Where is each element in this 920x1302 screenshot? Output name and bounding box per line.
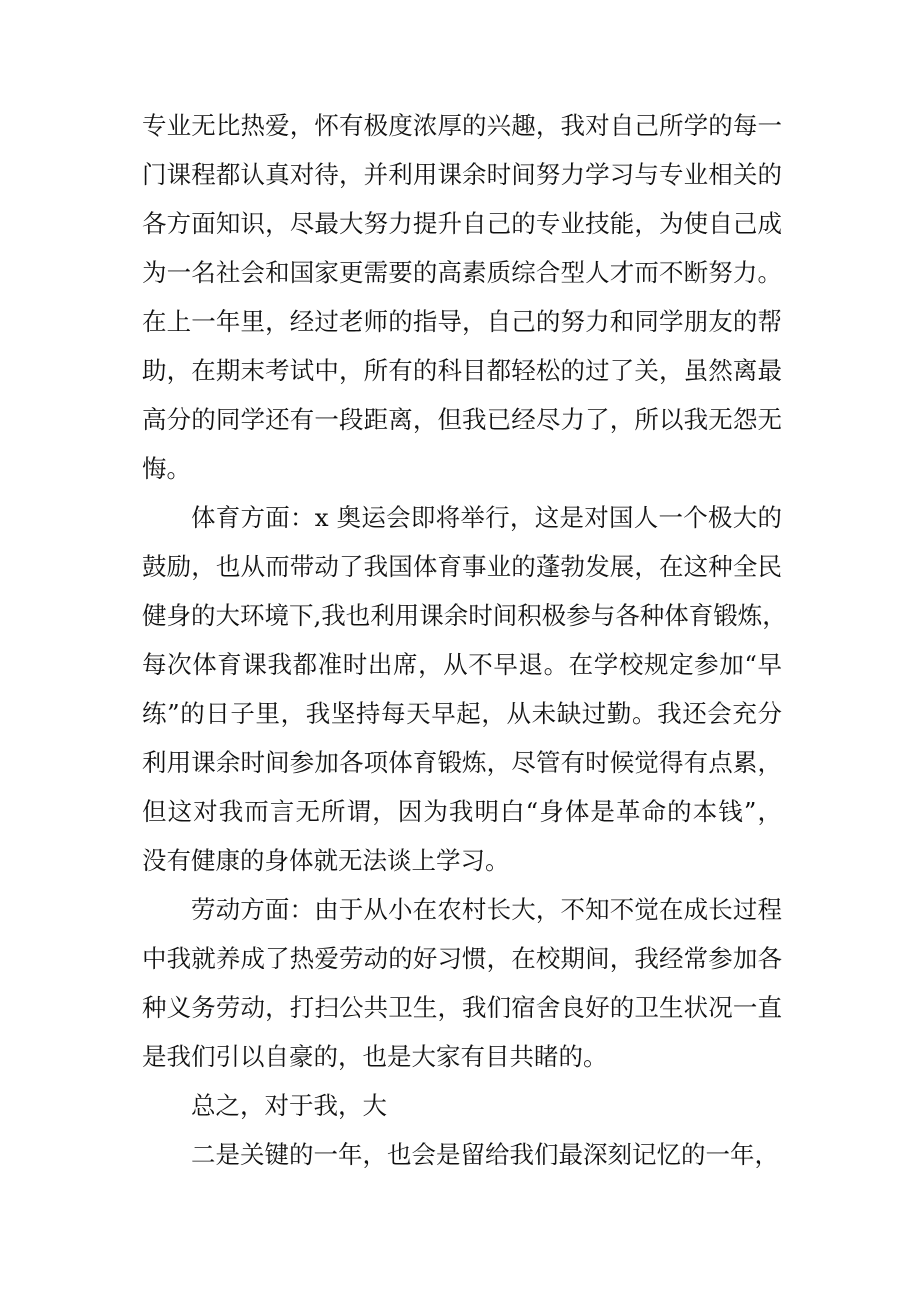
- text-line: 鼓励，也从而带动了我国体育事业的蓬勃发展，在这种全民: [142, 552, 782, 581]
- text-line: 劳动方面：由于从小在农村长大，不知不觉在成长过程: [191, 895, 782, 924]
- paragraph-study: [142, 101, 782, 493]
- text-line: 在上一年里，经过老师的指导，自己的努力和同学朋友的帮: [142, 307, 782, 336]
- text-line: 体育方面：x 奥运会即将举行，这是对国人一个极大的: [191, 503, 782, 532]
- text-line: 种义务劳动，打扫公共卫生，我们宿舍良好的卫生状况一直: [142, 993, 782, 1022]
- text-line: 二是关键的一年，也会是留给我们最深刻记忆的一年，: [191, 1140, 779, 1169]
- text-line: 高分的同学还有一段距离，但我已经尽力了，所以我无怨无: [142, 405, 782, 434]
- text-line: 悔。: [142, 454, 191, 483]
- text-line: 总之，对于我，大: [191, 1091, 387, 1120]
- paragraph-sports: [142, 493, 787, 885]
- text-line: 没有健康的身体就无法谈上学习。: [142, 846, 510, 875]
- text-line: 助，在期末考试中，所有的科目都轻松的过了关，虽然离最: [142, 356, 782, 385]
- document-body: [142, 101, 787, 1179]
- text-line: 利用课余时间参加各项体育锻炼，尽管有时候觉得有点累，: [142, 748, 782, 777]
- text-line: 专业无比热爱，怀有极度浓厚的兴趣，我对自己所学的每一: [142, 111, 782, 140]
- text-line: 门课程都认真对待，并利用课余时间努力学习与专业相关的: [142, 160, 782, 189]
- text-line: 中我就养成了热爱劳动的好习惯，在校期间，我经常参加各: [142, 944, 782, 973]
- text-line: 练”的日子里，我坚持每天早起，从未缺过勤。我还会充分: [142, 699, 782, 728]
- paragraph-summary: [142, 1081, 782, 1130]
- text-line: 为一名社会和国家更需要的高素质综合型人才而不断努力。: [142, 258, 782, 287]
- text-line: 是我们引以自豪的，也是大家有目共睹的。: [142, 1042, 608, 1071]
- text-line: 但这对我而言无所谓，因为我明白“身体是革命的本钱”，: [142, 797, 782, 826]
- text-line: 每次体育课我都准时出席，从不早退。在学校规定参加“早: [142, 650, 782, 679]
- paragraph-closing: [142, 1130, 782, 1179]
- text-line: 健身的大环境下,我也利用课余时间积极参与各种体育锻炼，: [142, 601, 787, 630]
- text-line: 各方面知识，尽最大努力提升自己的专业技能，为使自己成: [142, 209, 782, 238]
- paragraph-labor: [142, 885, 782, 1081]
